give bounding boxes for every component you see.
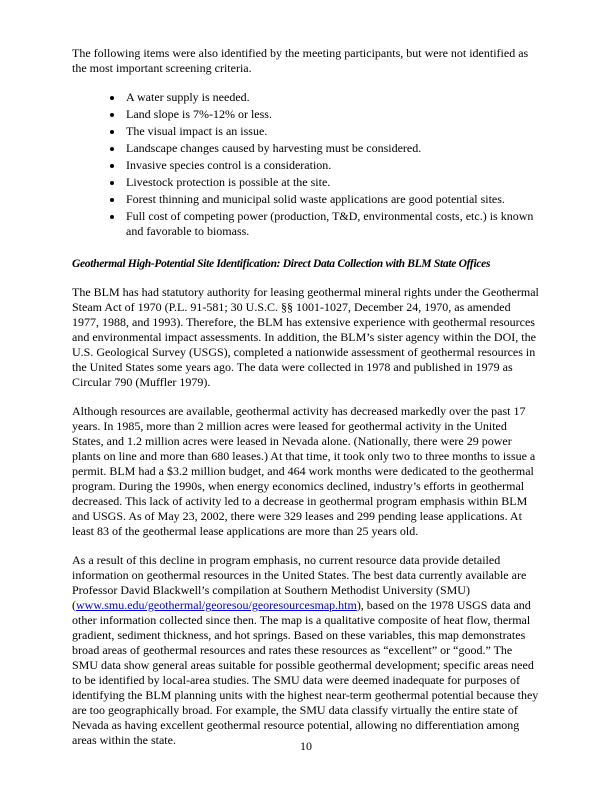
list-item: • The visual impact is an issue. xyxy=(124,124,540,139)
smu-geothermal-map-link[interactable]: www.smu.edu/geothermal/georesou/georesourcesmap.htm xyxy=(76,598,357,613)
paragraph-smu-data xyxy=(72,553,540,748)
paragraph-geothermal-activity: Although resources are available, geothermal activity has decreased markedly over the past 17 years. In 1985, more than 2 million acres were leased for geothermal activity in the United States, and 1.2 million acres were leased in Nevada alone. (Nationally, there were 29 power plants on line and more than 680 leases.) At that time, it took only two to three months to issue a permit. BLM had a $3.2 million budget, and 464 work months were dedicated to the geothermal program. During the 1990s, when energy economics declined, industry’s efforts in geothermal decreased. This lack of activity led to a decrease in geothermal program emphasis within BLM and USGS. As of May 23, 2002, there were 329 leases and 299 pending lease applications. At least 83 of the geothermal lease applications are more than 25 years old. xyxy=(72,404,536,539)
list-item: • Landscape changes caused by harvesting must be considered. xyxy=(124,141,540,156)
intro-paragraph: The following items were also identified by the meeting participants, but were not identified as the most important screening criteria. xyxy=(72,46,529,75)
screening-criteria-list xyxy=(72,90,540,239)
smu-paragraph-text-before-link: As a result of this decline in program emphasis, no current resource data provide detailed information on geothermal resources in the United States. The best data currently available are Professor David Blackwell’s compilation at Southern Methodist University (SMU) ( xyxy=(72,553,527,613)
list-item: • Forest thinning and municipal solid waste applications are good potential sites. xyxy=(124,192,540,207)
paragraph-blm-authority: The BLM has had statutory authority for leasing geothermal mineral rights under the Geothermal Steam Act of 1970 (P.L. 91-581; 30 U.S.C. §§ 1001-1027, December 24, 1970, as amended 1977, 1988, and 1993). Therefore, the BLM has extensive experience with geothermal resources and environmental impact assessments. In addition, the BLM’s sister agency within the DOI, the U.S. Geological Survey (USGS), completed a nationwide assessment of geothermal resources in the United States some years ago. The data were collected in 1978 and published in 1979 as Circular 790 (Muffler 1979). xyxy=(72,285,539,390)
list-item: • Land slope is 7%-12% or less. xyxy=(124,107,540,122)
page-number: 10 xyxy=(300,739,312,753)
list-item: • Invasive species control is a consideration. xyxy=(124,158,540,173)
list-item: • Livestock protection is possible at the site. xyxy=(124,175,540,190)
smu-paragraph-text-after-link: ), based on the 1978 USGS data and other information collected since then. The map is a qualitative composite of heat flow, thermal gradient, sediment thickness, and hot springs. Based on these variables, this map demonstrates broad areas of geothermal resources and rates these resources as “excellent” or “good.” The SMU data show general areas suitable for possible geothermal development; specific areas need to be identified by local-area studies. The SMU data were deemed inadequate for purposes of identifying the BLM planning units with the highest near-term geothermal potential because they are too geographically broad. For example, the SMU data classify virtually the entire state of Nevada as having excellent geothermal resource potential, allowing no differentiation among areas within the state. xyxy=(72,598,539,748)
list-item: • A water supply is needed. xyxy=(124,90,540,105)
list-item: • Full cost of competing power (production, T&D, environmental costs, etc.) is known and favorable to biomass. xyxy=(124,209,540,239)
section-heading: Geothermal High-Potential Site Identification: Direct Data Collection with BLM State Offices xyxy=(72,258,491,270)
